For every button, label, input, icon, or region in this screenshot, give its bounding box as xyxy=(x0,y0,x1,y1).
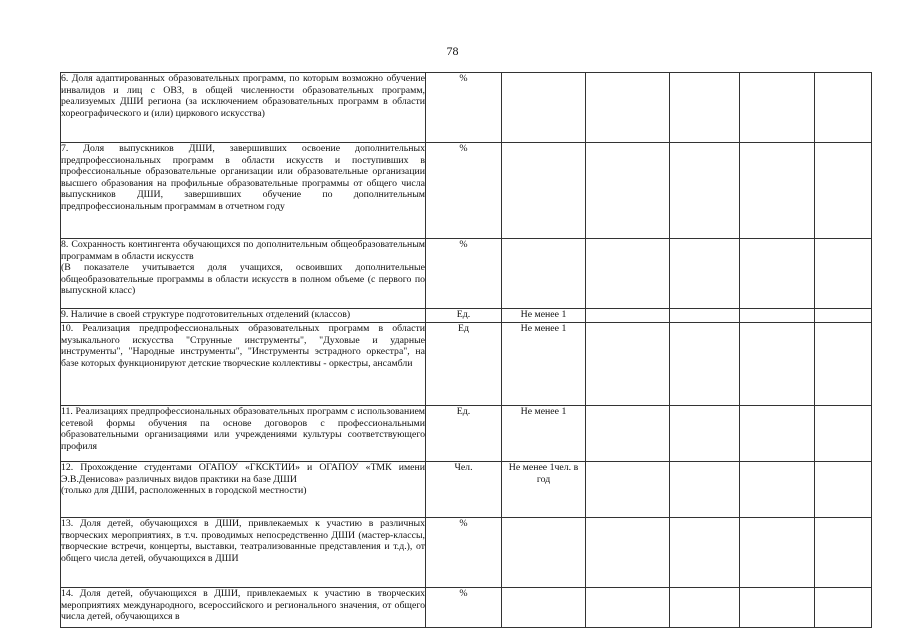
page-number: 78 xyxy=(446,44,459,58)
empty-cell xyxy=(815,309,872,323)
empty-cell xyxy=(740,406,815,462)
indicator-cell xyxy=(61,309,426,323)
empty-cell xyxy=(670,588,740,628)
indicator-text: 7. Доля выпускников ДШИ, завершивших освоение дополнительных предпрофессиональных программ в области искусств и поступивших в профессиональные образовательные организации или образовательные организации высшего образования на профильные образовательные программы от общего числа выпускников ДШИ, завершивших обучение по дополнительным предпрофессиональным программам в отчетном году xyxy=(61,143,425,212)
standard-cell xyxy=(502,73,586,143)
empty-cell xyxy=(815,406,872,462)
empty-cell xyxy=(670,143,740,239)
unit-cell: % xyxy=(426,73,502,143)
empty-cell xyxy=(815,462,872,518)
empty-cell xyxy=(740,588,815,628)
standard-cell xyxy=(502,588,586,628)
unit-cell: % xyxy=(426,518,502,588)
indicator-text: 10. Реализация предпрофессиональных образовательных программ в области музыкального искусства "Струнные инструменты", "Духовые и ударные инструменты", "Народные инструменты", "Инструменты эстрадного оркестра", на базе которых функционируют детские творческие коллективы - оркестры, ансамбли xyxy=(61,323,425,369)
empty-cell xyxy=(670,239,740,309)
indicator-text: 13. Доля детей, обучающихся в ДШИ, привлекаемых к участию в различных творческих мероприятиях, в т.ч. проводимых непосредственно ДШИ (мастер-классы, творческие встречи, концерты, выставки, театрализованные представления и т.д.), от общего числа детей, обучающихся в ДШИ xyxy=(61,518,425,564)
indicator-cell xyxy=(61,406,426,462)
empty-cell xyxy=(815,143,872,239)
empty-cell xyxy=(586,309,670,323)
indicator-cell xyxy=(61,518,426,588)
empty-cell xyxy=(586,143,670,239)
empty-cell xyxy=(740,143,815,239)
indicator-text: 11. Реализациях предпрофессиональных образовательных программ с использованием сетевой формы обучения па основе договоров с профессиональными образовательными организациями или учреждениями культуры соответствующего профиля xyxy=(61,406,425,452)
unit-cell: Чел. xyxy=(426,462,502,518)
empty-cell xyxy=(815,239,872,309)
unit-cell: Ед. xyxy=(426,406,502,462)
standard-cell: Не менее 1 xyxy=(502,406,586,462)
empty-cell xyxy=(740,309,815,323)
empty-cell xyxy=(740,73,815,143)
indicator-text: (только для ДШИ, расположенных в городской местности) xyxy=(61,485,307,497)
table-row xyxy=(61,462,872,518)
table-row xyxy=(61,73,872,143)
table-row xyxy=(61,406,872,462)
empty-cell xyxy=(815,518,872,588)
empty-cell xyxy=(586,239,670,309)
table-row xyxy=(61,323,872,406)
empty-cell xyxy=(815,323,872,406)
indicator-cell xyxy=(61,323,426,406)
standard-cell: Не менее 1 xyxy=(502,323,586,406)
indicator-cell xyxy=(61,588,426,628)
table-row xyxy=(61,309,872,323)
empty-cell xyxy=(740,323,815,406)
standard-cell xyxy=(502,239,586,309)
table-row xyxy=(61,588,872,628)
empty-cell xyxy=(586,406,670,462)
empty-cell xyxy=(740,518,815,588)
empty-cell xyxy=(670,406,740,462)
indicator-text: 8. Сохранность контингента обучающихся по дополнительным общеобразовательным программам в области искусств xyxy=(61,239,425,262)
empty-cell xyxy=(815,73,872,143)
indicator-text: 9. Наличие в своей структуре подготовительных отделений (классов) xyxy=(61,309,351,320)
unit-cell: % xyxy=(426,239,502,309)
indicator-text: 6. Доля адаптированных образовательных программ, по которым возможно обучение инвалидов и лиц с ОВЗ, в общей численности образовательных программ, реализуемых ДШИ региона (за исключением образовательных программ в области хореографического и (или) циркового искусства) xyxy=(61,73,425,119)
indicator-text: (В показателе учитывается доля учащихся, освоивших дополнительные общеобразовательные программы в области искусств в полном объеме (с первого по выпускной класс) xyxy=(61,262,425,297)
table-row xyxy=(61,239,872,309)
empty-cell xyxy=(670,518,740,588)
empty-cell xyxy=(815,588,872,628)
standard-cell: Не менее 1чел. в год xyxy=(502,462,586,518)
indicators-table xyxy=(60,72,872,628)
indicator-text: 12. Прохождение студентами ОГАПОУ «ГКСКТИИ» и ОГАПОУ «ТМК имени Э.В.Денисова» различных видов практики на базе ДШИ xyxy=(61,462,425,485)
indicator-text: 14. Доля детей, обучающихся в ДШИ, привлекаемых к участию в творческих мероприятиях международного, всероссийского и регионального значения, от общего числа детей, обучающихся в xyxy=(61,588,425,623)
unit-cell: % xyxy=(426,588,502,628)
empty-cell xyxy=(740,239,815,309)
empty-cell xyxy=(586,323,670,406)
standard-cell xyxy=(502,143,586,239)
unit-cell: Ед. xyxy=(426,309,502,323)
standard-cell xyxy=(502,518,586,588)
unit-cell: % xyxy=(426,143,502,239)
empty-cell xyxy=(670,309,740,323)
indicator-cell xyxy=(61,143,426,239)
empty-cell xyxy=(670,462,740,518)
indicator-cell xyxy=(61,462,426,518)
standard-cell: Не менее 1 xyxy=(502,309,586,323)
empty-cell xyxy=(586,73,670,143)
unit-cell: Ед xyxy=(426,323,502,406)
indicator-cell xyxy=(61,239,426,309)
empty-cell xyxy=(586,518,670,588)
table-row xyxy=(61,143,872,239)
empty-cell xyxy=(586,588,670,628)
empty-cell xyxy=(586,462,670,518)
empty-cell xyxy=(740,462,815,518)
empty-cell xyxy=(670,73,740,143)
indicator-cell xyxy=(61,73,426,143)
empty-cell xyxy=(670,323,740,406)
table-row xyxy=(61,518,872,588)
